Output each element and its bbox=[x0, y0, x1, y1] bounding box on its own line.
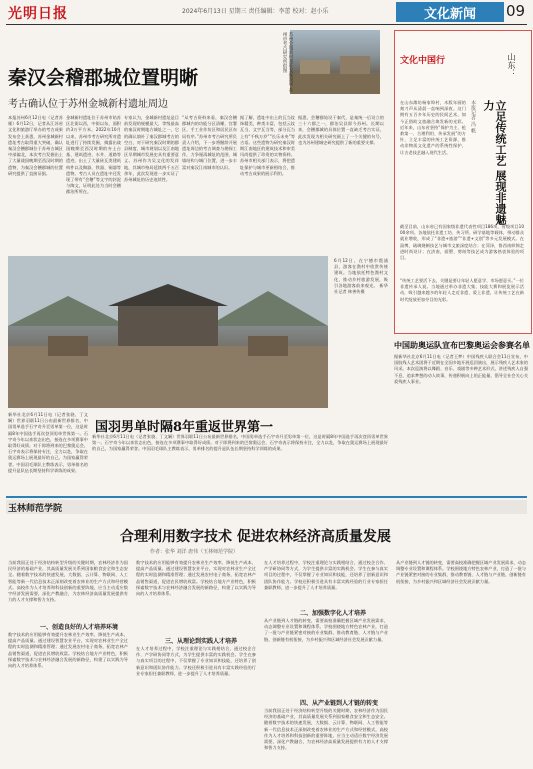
bottom-col-4: 从产业链到人才链的转变，需要高校准确把握区域产业发展需求，动态调整专业设置和课程体系。学校围绕地方特色农林产业，打造了一批与产业链紧密对接的专业集群，推动教育链、人才链与产业链、创新链有机衔接，为乡村振兴和区域经济社会发展贡献力量。 bbox=[396, 560, 526, 584]
bottom-col-3b: 从产业链到人才链的转变，需要高校准确把握区域产业发展需求，动态调整专业设置和课程体系。学校围绕地方特色农林产业，打造了一批与产业链紧密对接的专业集群，推动教育链、人才链与产业链、创新链有机衔接，为乡村振兴和区域经济社会发展贡献力量。 bbox=[264, 618, 388, 642]
column-sub: 山东： bbox=[507, 53, 516, 77]
village-photo-caption: 6月12日，在宁德市霞浦县，游客在渔村中欣赏传统建筑。当地依托特色渔村文化，推动乡村旅游发展，吸引各地游客前来观光。 新华社记者 林善传摄 bbox=[334, 258, 388, 295]
bottom-sub-1: 一、创造良好的人才培养环境 bbox=[40, 624, 119, 631]
lead-subhead: 考古确认位于苏州金城新村遗址周边 bbox=[8, 99, 168, 110]
page-number: 09 bbox=[506, 2, 526, 20]
bottom-col-2b: 在人才培养过程中，学校注重理论与实践相结合，通过校企合作、产学研协同等方式，为学生提供丰富的实践机会。学生在参与真实项目的过程中，不仅掌握了专业知识和技能，还培养了创新意识和团队协作能力。学校还积极引进具有丰富实践经验的行业专家担任兼职教师，进一步提升了人才培养质量。 bbox=[136, 646, 256, 676]
feature-body-2: 截至目前，山东省已有国家级非遗代表性项目186项，省级项目1000余项。各地依托非遗工坊、传习所、研学基地等载体，带动群众就业增收，形成了“非遗+旅游”“非遗+文创”等多元发展模式。在淄博，琉璃烧制技艺与城市文旅深度结合；在菏泽，鲁西南织锦走进时尚设计；在济南，面塑、剪纸等技艺成为游客热衷体验的项目。 bbox=[400, 224, 524, 261]
bottom-col-1b: 数字技术的应用能够有效提升农林业生产效率，降低生产成本，提高产品质量。通过建设智慧农业平台，实现对农林业生产全过程的实时监测和精准管理；通过发展农村电子商务，拓宽农林产品销售渠道，促进农民增收致富。学校结合地方产业特色，积极探索数字技术与农林经济融合发展的新路径，构建了以实践为导向的人才培养体系。 bbox=[8, 632, 128, 669]
village-photo-icon bbox=[8, 256, 328, 408]
badminton-lede: 新华社北京6月11日电（记者张骁、丁文娴）世界羽联11日公布最新世界排名，中国男单选手石宇奇升至男单第一位，这是时隔8年中国选手再次登顶男单世界第一。石宇奇今年以来状态出色，接连在多项赛事中取得好成绩。对于即将到来的巴黎奥运会，石宇奇表示将保持专注，全力以赴，争取在奥运赛场上展现最好的自己，为国家赢得荣誉。中国羽毛球队主教练表示，男单排名的提升是队伍长期坚持科学训练的成果。 bbox=[8, 412, 88, 473]
section-divider bbox=[6, 496, 527, 498]
lead-col-2: 金城新村遗址位于苏州市姑苏区北街以西，中街以东，面积约3万平方米。2022年10月以来，苏州市考古研究所对遗址进行了持续发掘，揭露出战国晚期至西汉时期的夯土台基、建筑遗迹、水井、道路等遗迹，出土了大量砖瓦类建筑构件以及陶器、铁器、铜器等遗物。考古人员在遗址中还发现了带有“会稽”等文字的封泥与陶文，证明此处为当时会稽郡治所所在。 bbox=[66, 115, 121, 195]
lead-col-6: 据悉，会稽郡始设于秦代，是秦统一后设立的三十六郡之一，郡治吴县即今苏州。长期以来，会稽郡城的具体位置一直缺乏考古实证，此次发现为相关研究画上了一个关键的句号，也为苏州建城史研究提供了新的重要支撑。 bbox=[298, 115, 384, 145]
bottom-sub-3: 二、加强数字化人才培养 bbox=[300, 610, 367, 617]
lead-photo-top bbox=[290, 30, 380, 94]
bottom-sub-2: 三、从理论到实践人才培养 bbox=[165, 638, 238, 645]
para-body: 据新华社北京6月11日电（记者王梦）中国残疾人联合会11日宣布，中国肢残人艺术团将于近期在全国多地开展巡回演出，展示残疾人艺术家的风采。本次巡演将以舞蹈、音乐、戏剧等多种艺术形式，讲述残疾人自强不息、追求梦想的动人故事，传递积极向上的正能量，倡导全社会关心关爱残疾人事业。 bbox=[394, 354, 529, 384]
village-photo bbox=[8, 256, 328, 408]
bottom-col-1a: 当前我国正处于经济结构转型升级的关键时期，农林经济作为国民经济的基础产业，其高质量发展关系到国家粮食安全和生态安全。随着数字技术的快速发展，大数据、云计算、物联网、人工智能等新一代信息技术正深刻改变着农林业的生产方式和经营模式。高校作为人才培养和科技创新的重要阵地，应当主动适应数字经济发展需要，深化产教融合，为农林经济高质量发展提供有力的人才支撑和智力支持。 bbox=[8, 560, 128, 603]
bottom-byline: 作者：张华 刘洋 唐伟（玉林师范学院） bbox=[150, 549, 239, 555]
bottom-section-bar bbox=[6, 500, 527, 514]
column-title: 文化中国行 bbox=[400, 56, 446, 66]
lead-headline: 秦汉会稽郡城位置明晰 bbox=[8, 67, 199, 89]
bottom-headline: 合理利用数字技术 促进农林经济高质量发展 bbox=[120, 529, 391, 545]
para-headline: 中国助奥运队宣布巴黎奥运会参赛名单 bbox=[394, 341, 530, 350]
bottom-series: 玉林师范学院 bbox=[8, 504, 63, 514]
badminton-headline: 国羽男单时隔8年重返世界第一 bbox=[95, 420, 274, 435]
section-title: 文化新闻 bbox=[396, 2, 504, 22]
feature-byline: 本报记者 冯 帆 bbox=[470, 100, 476, 134]
issue-info: 2024年6月13日 星期三 责任编辑：李蕾 校对：赵小乐 bbox=[182, 8, 329, 15]
feature-body-3: “传统工艺要活下去，关键是要让年轻人愿意学、市场愿意买。”一位非遗传承人说。当地通过举办非遗大集、技能大赛和展览展示活动，吸引越来越多的年轻人走近非遗、爱上非遗，让传统工艺在新时代绽放更加夺目的光彩。 bbox=[400, 278, 524, 302]
feature-body-1: 在山东潍坊杨家埠村，木版年画的刻刀声从清晨一直响到深夜。这门拥有五百多年历史的民间艺术，如今正借助文旅融合焕发新的光彩。近年来，山东省坚持“保护为主、抢救第一、合理利用、传承发展”的方针，立足丰富的传统工艺资源，推动非物质文化遗产的系统性保护，让古老技艺融入现代生活。 bbox=[400, 100, 466, 155]
lead-photo-caption: 苏州金城新村遗址发掘现场 苏州市考古研究所供图 bbox=[282, 32, 293, 92]
lead-col-4: “从考古资料来看，秦汉会稽郡城内的功能分区清晰，宫署区、手工业作坊区和居民区布局有序。”苏州市考古研究所负责人介绍，下一步将继续开展遗址周边的考古调查与勘探工作，力争厘清城址的范围、城墙结构与城门位置，进一步丰富对秦汉江南城市的认识。 bbox=[182, 115, 237, 170]
lead-col-1: 本报苏州6月12日电（记者苏雁）6月12日，记者从江苏省文化和旅游厅举办的考古成果发布会上获悉，苏州金城新村遗址考古取得重大突破，确认秦汉会稽郡城位于苏州古城区中部偏北，本次考古发掘出土了大量战国晚期至西汉时期的遗物，为秦汉会稽郡城的位置研究提供了直接证据。 bbox=[8, 115, 63, 176]
ruins-photo-icon bbox=[290, 30, 380, 94]
badminton-body: 新华社北京6月11日电（记者张骁、丁文娴）世界羽联11日公布最新世界排名，中国男单选手石宇奇升至男单第一位，这是时隔8年中国选手再次登顶男单世界第一。石宇奇今年以来状态出色，接连在多项赛事中取得好成绩。对于即将到来的巴黎奥运会，石宇奇表示将保持专注，全力以赴，争取在奥运赛场上展现最好的自己，为国家赢得荣誉。中国羽毛球队主教练表示，男单排名的提升是队伍长期坚持科学训练的成果。 bbox=[92, 434, 388, 452]
lead-col-5: 据了解，遗址中出土的瓦当纹饰精美，种类丰富，包括云纹瓦当、文字瓦当等，部分瓦当上有“千秋万岁”“长乐未央”等吉语。这些遗物为研究秦汉时期江南地区的建筑技术和审美风尚提供了珍贵的实物资料。苏州市相关部门表示，将把遗址保护与城市更新相结合，推动考古成果的展示利用。 bbox=[240, 115, 295, 176]
bottom-col-2a: 数字技术的应用能够有效提升农林业生产效率，降低生产成本，提高产品质量。通过建设智慧农业平台，实现对农林业生产全过程的实时监测和精准管理；通过发展农村电子商务，拓宽农林产品销售渠道，促进农民增收致富。学校结合地方产业特色，积极探索数字技术与农林经济融合发展的新路径，构建了以实践为导向的人才培养体系。 bbox=[136, 560, 256, 597]
lead-col-3: 专家认为，金城新村遗址是目前发现的规模最大、等级最高的秦汉时期地方城址之一，它的确认填补了秦汉郡城考古的空白，对于研究秦汉时期的郡县制度、城市规划以及江南地区早期城市发展史具有重要意义。苏州作为吴文化的发祥地，其城市格局延续两千五百余年，此次发现进一步实证了苏州城址的历史连续性。 bbox=[124, 115, 179, 183]
bottom-sub-4: 四、从产业链到人才链的转变 bbox=[300, 700, 379, 707]
newspaper-logo: 光明日报 bbox=[8, 6, 68, 22]
bottom-col-3a: 在人才培养过程中，学校注重理论与实践相结合，通过校企合作、产学研协同等方式，为学生提供丰富的实践机会。学生在参与真实项目的过程中，不仅掌握了专业知识和技能，还培养了创新意识和团队协作能力。学校还积极引进具有丰富实践经验的行业专家担任兼职教师，进一步提升了人才培养质量。 bbox=[264, 560, 388, 590]
bottom-col-3c: 当前我国正处于经济结构转型升级的关键时期，农林经济作为国民经济的基础产业，其高质量发展关系到国家粮食安全和生态安全。随着数字技术的快速发展，大数据、云计算、物联网、人工智能等新一代信息技术正深刻改变着农林业的生产方式和经营模式。高校作为人才培养和科技创新的重要阵地，应当主动适应数字经济发展需要，深化产教融合，为农林经济高质量发展提供有力的人才支撑和智力支持。 bbox=[264, 708, 388, 751]
feature-headline: 立足传统工艺 展现非遗魅力 bbox=[482, 100, 507, 225]
header-rule bbox=[6, 24, 527, 25]
